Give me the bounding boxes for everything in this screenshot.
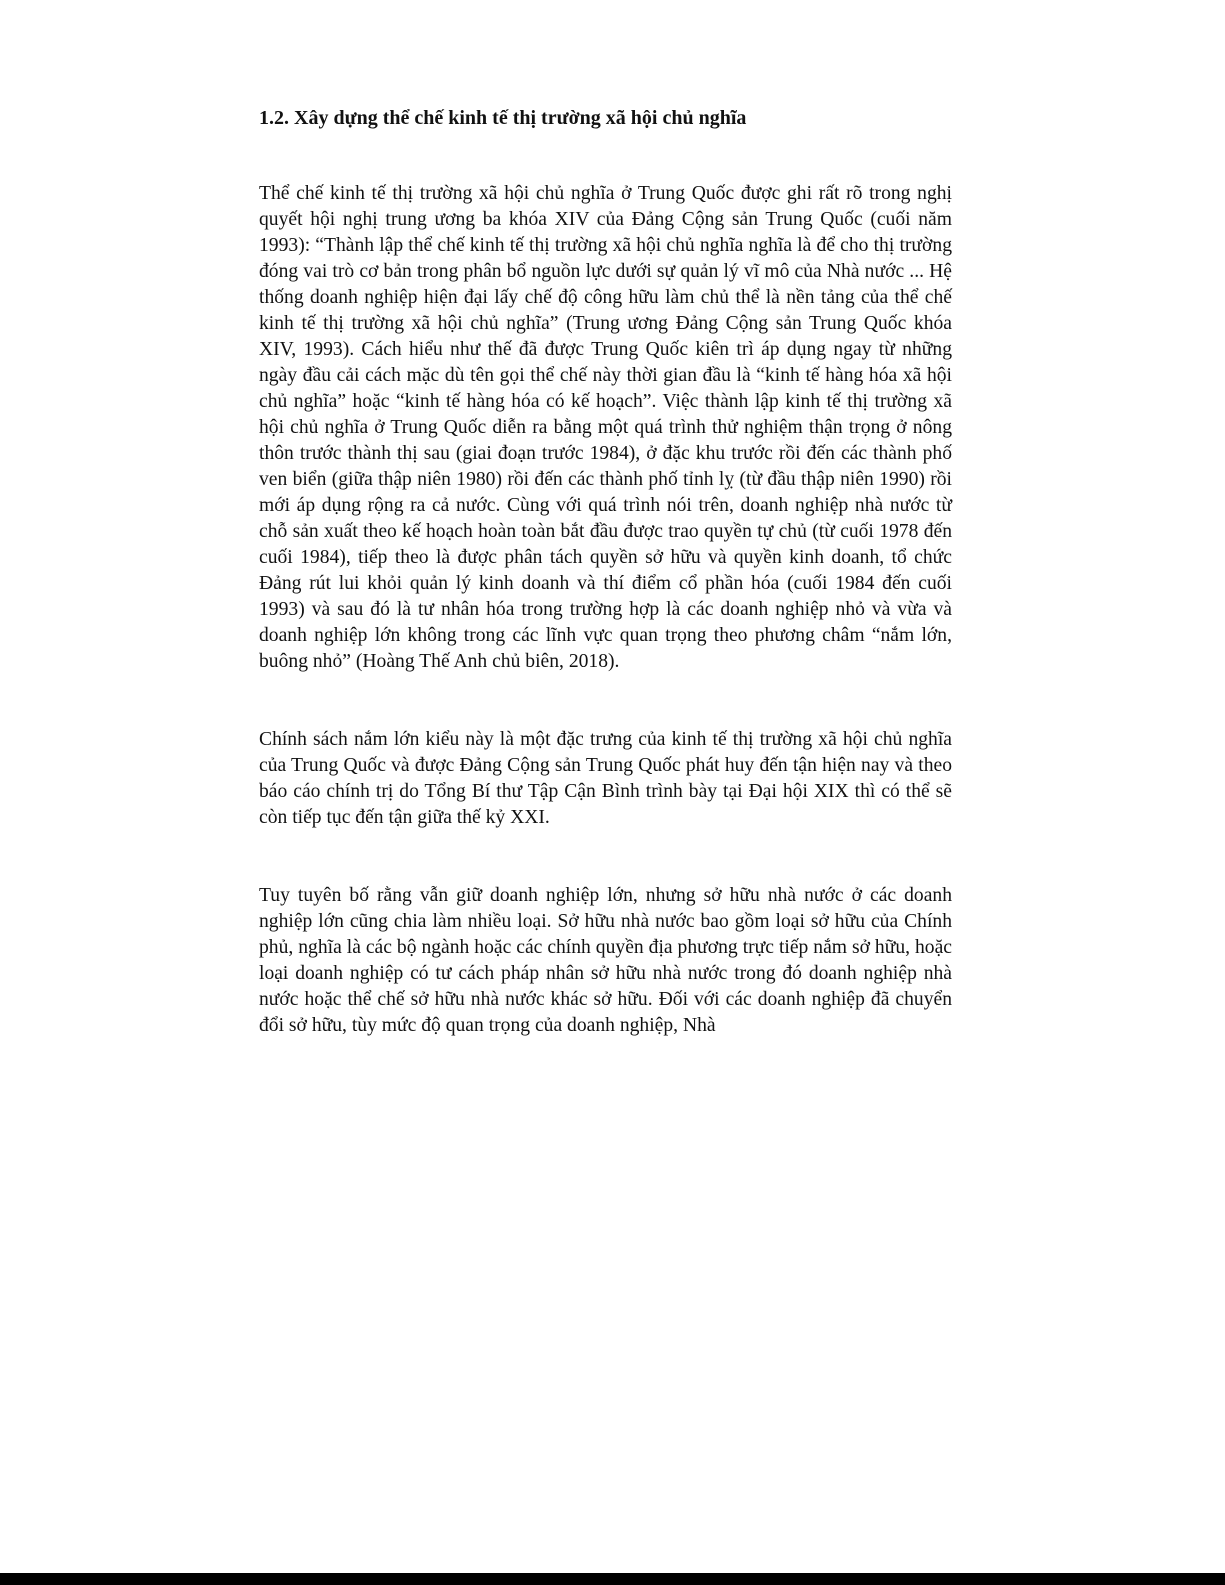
section-heading: 1.2. Xây dựng thể chế kinh tế thị trường xã hội chủ nghĩa xyxy=(259,107,747,129)
bottom-border-bar xyxy=(0,1573,1225,1585)
paragraph: Chính sách nắm lớn kiểu này là một đặc trưng của kinh tế thị trường xã hội chủ nghĩa của Trung Quốc và được Đảng Cộng sản Trung Quốc phát huy đến tận hiện nay và theo báo cáo chính trị do Tổng Bí thư Tập Cận Bình trình bày tại Đại hội XIX thì có thể sẽ còn tiếp tục đến tận giữa thế kỷ XXI. xyxy=(259,729,952,828)
paragraph: Tuy tuyên bố rằng vẫn giữ doanh nghiệp lớn, nhưng sở hữu nhà nước ở các doanh nghiệp lớn cũng chia làm nhiều loại. Sở hữu nhà nước bao gồm loại sở hữu của Chính phủ, nghĩa là các bộ ngành hoặc các chính quyền địa phương trực tiếp nắm sở hữu, hoặc loại doanh nghiệp có tư cách pháp nhân sở hữu nhà nước trong đó doanh nghiệp nhà nước hoặc thể chế sở hữu nhà nước khác sở hữu. Đối với các doanh nghiệp đã chuyển đổi sở hữu, tùy mức độ quan trọng của doanh nghiệp, Nhà xyxy=(259,885,952,1036)
paragraph: Thể chế kinh tế thị trường xã hội chủ nghĩa ở Trung Quốc được ghi rất rõ trong nghị quyết hội nghị trung ương ba khóa XIV của Đảng Cộng sản Trung Quốc (cuối năm 1993): “Thành lập thể chế kinh tế thị trường xã hội chủ nghĩa nghĩa là để cho thị trường đóng vai trò cơ bản trong phân bổ nguồn lực dưới sự quản lý vĩ mô của Nhà nước ... Hệ thống doanh nghiệp hiện đại lấy chế độ công hữu làm chủ thể là nền tảng của thể chế kinh tế thị trường xã hội chủ nghĩa” (Trung ương Đảng Cộng sản Trung Quốc khóa XIV, 1993). Cách hiểu như thế đã được Trung Quốc kiên trì áp dụng ngay từ những ngày đầu cải cách mặc dù tên gọi thể chế này thời gian đầu là “kinh tế hàng hóa xã hội chủ nghĩa” hoặc “kinh tế hàng hóa có kế hoạch”. Việc thành lập kinh tế thị trường xã hội chủ nghĩa ở Trung Quốc diễn ra bằng một quá trình thử nghiệm thận trọng ở nông thôn trước thành thị sau (giai đoạn trước 1984), ở đặc khu trước rồi đến các thành phố ven biển (giữa thập niên 1980) rồi đến các thành phố tỉnh lỵ (từ đầu thập niên 1990) rồi mới áp dụng rộng ra cả nước. Cùng với quá trình nói trên, doanh nghiệp nhà nước từ chỗ sản xuất theo kế hoạch hoàn toàn bắt đầu được trao quyền tự chủ (từ cuối 1978 đến cuối 1984), tiếp theo là được phân tách quyền sở hữu và quyền kinh doanh, tổ chức Đảng rút lui khỏi quản lý kinh doanh và thí điểm cổ phần hóa (cuối 1984 đến cuối 1993) và sau đó là tư nhân hóa trong trường hợp là các doanh nghiệp nhỏ và vừa và doanh nghiệp lớn không trong các lĩnh vực quan trọng theo phương châm “nắm lớn, buông nhỏ” (Hoàng Thế Anh chủ biên, 2018). xyxy=(259,183,952,672)
document-body xyxy=(259,105,952,1091)
